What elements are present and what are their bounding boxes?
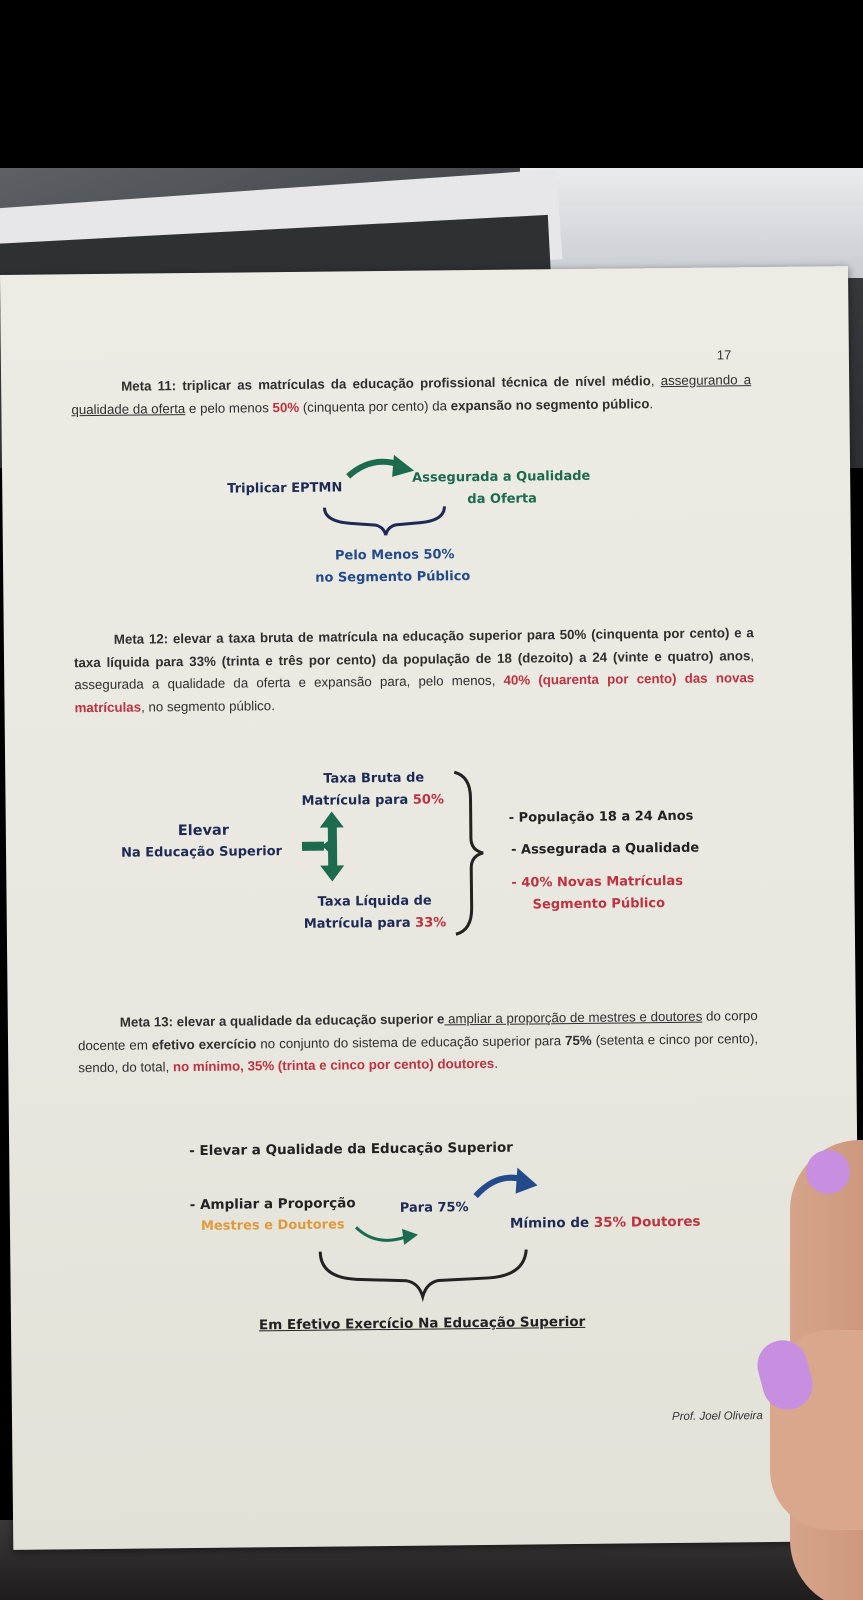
bottom-brace-icon: [316, 1245, 537, 1307]
quality-label-line1: Assegurada a Qualidade: [412, 468, 591, 486]
brace-icon: [320, 502, 450, 537]
ampliar-proporcao-line: - Ampliar a Proporção: [189, 1195, 356, 1214]
blue-curved-arrow-icon: [471, 1167, 551, 1208]
elevar-label: Elevar: [177, 822, 230, 840]
meta-13-paragraph: Meta 13: elevar a qualidade da educação superior e ampliar a proporção de mestres e doutores do corpo docente em efetivo exercício no conjunto do sistema de educação superior para 75% (setenta e cinco por cento), sendo, do total, no mínimo, 35% (trinta e cinco por cento) doutores.: [77, 1008, 759, 1076]
novas-matriculas-line2: Segmento Público: [532, 896, 666, 913]
para-75-label: Para 75%: [399, 1200, 469, 1216]
meta-11-paragraph: Meta 11: triplicar as matrículas da educação profissional técnica de nível médio, assegurando a qualidade da oferta e pelo menos 50% (cinquenta por cento) da expansão no segmento público.: [71, 372, 752, 417]
fork-arrow-icon: [302, 811, 363, 882]
page-number: 17: [716, 347, 732, 363]
meta-12-label: Meta 12:: [113, 631, 169, 647]
quality-label-line2: da Oferta: [467, 491, 537, 508]
right-brace-icon: [450, 768, 492, 938]
mestres-doutores-label: Mestres e Doutores: [200, 1217, 345, 1234]
taxa-bruta-line2: Matrícula para 50%: [301, 792, 445, 809]
eptmn-label: Triplicar EPTMN: [227, 480, 343, 497]
author-footer: Prof. Joel Oliveira: [671, 1410, 763, 1424]
educacao-superior-label: Na Educação Superior: [120, 844, 283, 861]
curved-arrow-icon: [342, 451, 422, 492]
elevar-qualidade-line: - Elevar a Qualidade da Educação Superior: [189, 1139, 513, 1160]
document-page: [0, 266, 861, 1550]
taxa-liquida-line1: Taxa Líquida de: [317, 893, 432, 910]
efetivo-exercicio-label: Em Efetivo Exercício Na Educação Superior: [258, 1313, 586, 1334]
min-50-line1: Pelo Menos 50%: [334, 547, 455, 564]
populacao-item: - População 18 a 24 Anos: [508, 808, 694, 826]
background-device: [520, 168, 863, 278]
meta-13-label: Meta 13:: [119, 1014, 174, 1030]
min-50-line2: no Segmento Público: [315, 569, 471, 586]
meta-12-paragraph: Meta 12: elevar a taxa bruta de matrícula na educação superior para 50% (cinquenta por cento) e a taxa líquida para 33% (trinta e três por cento) da população de 18 (dezoito) a 24 (vinte e quatro) anos, assegurada a qualidade da oferta e expansão para, pelo menos, 40% (quarenta por cento) das novas matrículas, no segmento público.: [73, 625, 755, 715]
meta-11-label: Meta 11:: [121, 378, 177, 394]
taxa-liquida-line2: Matrícula para 33%: [303, 915, 447, 932]
minimo-doutores-label: Mímino de 35% Doutores: [509, 1213, 701, 1232]
taxa-bruta-line1: Taxa Bruta de: [323, 770, 425, 787]
qualidade-item: - Assegurada a Qualidade: [510, 840, 700, 858]
novas-matriculas-line1: - 40% Novas Matrículas: [511, 873, 684, 891]
